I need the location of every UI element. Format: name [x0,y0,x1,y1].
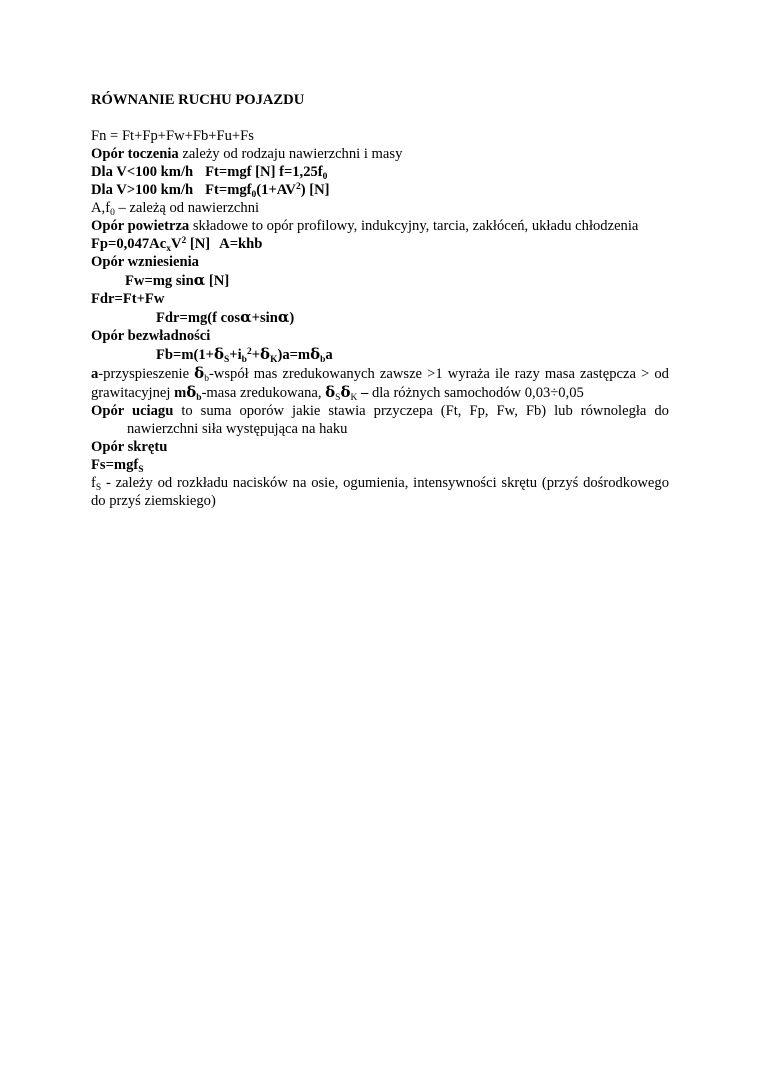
formula-fb [91,345,669,364]
equation-fn: Fn = Ft+Fp+Fw+Fb+Fu+Fs [91,128,254,144]
paragraph-text: -współ mas zredukowanych zawsze >1 wyraża ile razy masa zastępcza > od grawitacyjnej [91,366,669,401]
note-text: A,f [91,200,111,216]
paragraph-text: - zależy od rozkładu nacisków na osie, ogumienia, intensywności skrętu (przyś dośrodkowego do przyś ziemskiego) [91,475,669,509]
subscript: K [350,393,358,403]
formula-text: (1+AV [256,182,296,198]
inertia-resistance-heading: Opór bezwładności [91,328,211,344]
bold-term: – [357,385,369,401]
subscript: 0 [251,190,257,200]
formula-text: +sin [251,310,278,326]
subscript: S [138,465,144,475]
superscript: 2 [246,347,252,357]
paragraph-text: f [91,475,96,491]
subscript: b [241,355,247,365]
subscript: S [335,393,341,403]
formula-text: Ft=mgf [N] f=1,25f [205,164,323,180]
delta-symbol: δ [260,345,271,363]
subscript: b [196,393,202,403]
alpha-symbol: α [277,308,290,326]
coefficients-note [91,199,669,217]
turning-resistance-heading: Opór skrętu [91,439,168,455]
gradient-resistance-heading: Opór wzniesienia [91,254,199,270]
delta-symbol: δ [310,345,321,363]
subscript: b [204,374,209,384]
formula-fdr-sum: Fdr=Ft+Fw [91,291,165,307]
paragraph-text: -przyspieszenie [98,366,195,382]
bold-term: a [91,366,99,382]
formula-text: Ft=mgf [205,182,252,198]
towing-resistance-paragraph [91,402,669,438]
formula-v-below-100 [91,163,669,181]
formula-text: + [251,347,261,363]
formula-text: )a=m [277,347,311,363]
alpha-symbol: α [240,308,252,326]
formula-fp [91,235,669,253]
delta-symbol: δ [340,383,351,401]
subscript: 0 [110,208,115,218]
formula-text: [N] [205,273,230,289]
paragraph-text: dla różnych samochodów 0,03÷0,05 [368,385,584,401]
formula-text: +i [229,347,242,363]
delta-symbol: δ [213,345,224,363]
delta-symbol: δ [325,383,336,401]
page-title: RÓWNANIE RUCHU POJAZDU [91,92,305,108]
rolling-resistance-text: zależy od rodzaju nawierzchni i masy [178,146,403,162]
subscript: 0 [322,172,328,182]
air-resistance-text: składowe to opór profilowy, indukcyjny, tarcia, zakłóceń, układu chłodzenia [189,218,639,234]
formula-text: ) [289,310,295,326]
note-text: – zależą od nawierzchni [114,200,260,216]
formula-text: V [170,236,182,252]
subscript: S [95,483,102,493]
inertia-description [91,364,669,402]
towing-resistance-heading: Opór uciagu [91,403,174,419]
air-resistance-heading: Opór powietrza [91,218,190,234]
formula-text: ) [N] [300,182,330,198]
formula-fw [91,271,669,290]
subscript: b [320,355,326,365]
superscript: 2 [181,236,187,246]
formula-text: Fdr=mg(f cos [156,310,241,326]
condition-text: Dla V>100 km/h [91,182,194,198]
alpha-symbol: α [193,271,206,289]
bold-term: m [174,385,187,401]
formula-v-above-100 [91,181,669,199]
formula-text: a [325,347,333,363]
air-resistance-line [91,217,669,235]
turning-description [91,474,669,510]
formula-text: A=khb [219,236,263,252]
formula-text: Fw=mg sin [125,273,194,289]
subscript: K [270,355,278,365]
paragraph-text: -masa zredukowana, [201,385,326,401]
condition-text: Dla V<100 km/h [91,164,194,180]
formula-fs [91,456,669,474]
delta-symbol: δ [194,364,205,382]
subscript: S [224,355,230,365]
formula-text: Fb=m(1+ [156,347,214,363]
subscript: x [166,244,171,254]
superscript: 2 [295,182,301,192]
formula-text: Fp=0,047Ac [91,236,167,252]
formula-fdr [91,308,669,327]
formula-text: Fs=mgf [91,457,139,473]
formula-text: [N] [186,236,211,252]
delta-symbol: δ [186,383,197,401]
rolling-resistance-line [91,145,669,163]
document-body [91,91,669,510]
rolling-resistance-heading: Opór toczenia [91,146,179,162]
paragraph-text: to suma oporów jakie stawia przyczepa (Ft, Fp, Fw, Fb) lub równoległa do nawierzchni siła występująca na haku [127,403,669,437]
